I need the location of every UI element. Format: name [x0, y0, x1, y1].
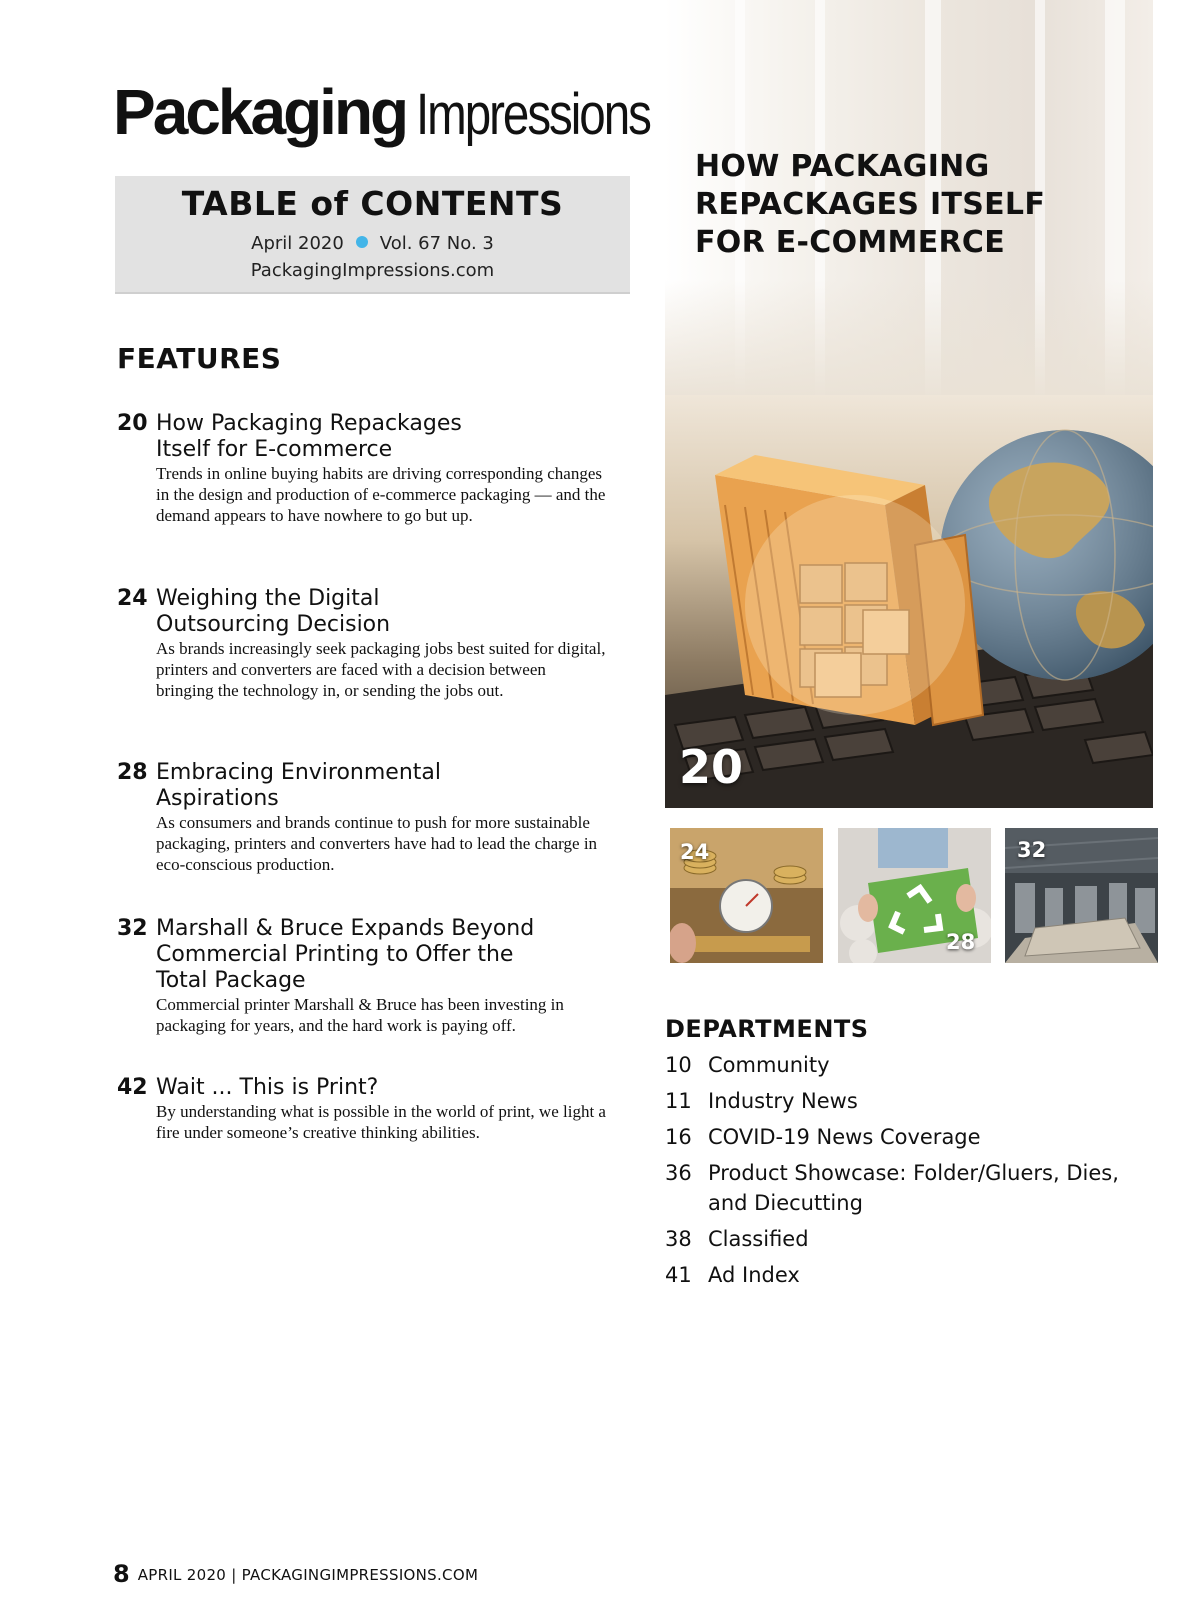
department-item[interactable]: [665, 1086, 1125, 1116]
feature-page-number: 32: [117, 916, 148, 941]
feature-title[interactable]: How Packaging Repackages Itself for E-commerce: [156, 411, 462, 462]
department-label: Community: [708, 1053, 830, 1077]
departments-list: [665, 1050, 1125, 1296]
feature-page-number: 28: [117, 760, 148, 785]
department-item[interactable]: [665, 1260, 1125, 1290]
cover-story-headline[interactable]: HOW PACKAGING REPACKAGES ITSELF FOR E-COMMERCE: [695, 149, 1046, 260]
thumbnail-warehouse[interactable]: [1005, 828, 1158, 963]
feature-page-number: 42: [117, 1075, 148, 1100]
feature-item[interactable]: [117, 760, 607, 875]
department-page-number: 11: [665, 1089, 692, 1113]
issue-volume: Vol. 67 No. 3: [379, 233, 494, 254]
department-item[interactable]: [665, 1158, 1125, 1218]
department-page-number: 16: [665, 1125, 692, 1149]
brand-name-light: Impressions: [416, 82, 650, 147]
department-label: Ad Index: [708, 1263, 800, 1287]
footer-page-number: 8: [113, 1560, 130, 1588]
issue-date: April 2020: [251, 233, 344, 254]
department-page-number: 38: [665, 1227, 692, 1251]
feature-item[interactable]: [117, 411, 607, 526]
department-item[interactable]: [665, 1050, 1125, 1080]
footer-text: APRIL 2020 | PACKAGINGIMPRESSIONS.COM: [137, 1566, 479, 1584]
department-label: Classified: [708, 1227, 809, 1251]
feature-title[interactable]: Marshall & Bruce Expands Beyond Commercial Printing to Offer the Total Package: [156, 916, 535, 993]
thumbnail-page-number: 32: [1017, 838, 1047, 862]
issue-info: [115, 233, 630, 254]
feature-item[interactable]: [117, 916, 607, 1036]
page-footer: [113, 1560, 478, 1588]
department-label: Industry News: [708, 1089, 858, 1113]
feature-description: Commercial printer Marshall & Bruce has been investing in packaging for years, and the hard work is paying off.: [156, 995, 564, 1035]
department-page-number: 10: [665, 1053, 692, 1077]
feature-description: By understanding what is possible in the world of print, we light a fire under someone’s creative thinking abilities.: [156, 1102, 606, 1142]
feature-description: As consumers and brands continue to push for more sustainable packaging, printers and converters have had to lead the charge in eco-conscious production.: [156, 813, 598, 874]
department-page-number: 36: [665, 1161, 692, 1185]
department-item[interactable]: [665, 1224, 1125, 1254]
thumbnail-recycle-bin[interactable]: [838, 828, 991, 963]
brand-name-bold: Packaging: [113, 76, 407, 148]
feature-item[interactable]: [117, 1075, 607, 1143]
feature-page-number: 24: [117, 586, 148, 611]
toc-header-box: [115, 176, 630, 294]
feature-page-number: 20: [117, 411, 148, 436]
toc-title: TABLE of CONTENTS: [181, 184, 564, 223]
feature-title[interactable]: Weighing the Digital Outsourcing Decision: [156, 586, 391, 637]
feature-description: As brands increasingly seek packaging jobs best suited for digital, printers and converters are faced with a decision between bringing the technology in, or sending the jobs out.: [156, 639, 606, 700]
thumbnail-scale-coins[interactable]: [670, 828, 823, 963]
departments-heading: DEPARTMENTS: [665, 1015, 869, 1043]
thumbnail-page-number: 24: [680, 840, 710, 864]
department-page-number: 41: [665, 1263, 692, 1287]
feature-title[interactable]: Embracing Environmental Aspirations: [156, 760, 442, 811]
feature-description: Trends in online buying habits are driving corresponding changes in the design and production of e-commerce packaging — and the demand appears to have nowhere to go but up.: [156, 464, 606, 525]
department-label: Product Showcase: Folder/Gluers, Dies, and Diecutting: [708, 1161, 1119, 1215]
department-label: COVID-19 News Coverage: [708, 1125, 981, 1149]
feature-title[interactable]: Wait ... This is Print?: [156, 1075, 379, 1100]
feature-item[interactable]: [117, 586, 607, 701]
bullet-dot-icon: [356, 236, 368, 248]
department-item[interactable]: [665, 1122, 1125, 1152]
features-heading: FEATURES: [117, 342, 282, 375]
website-link[interactable]: PackagingImpressions.com: [250, 260, 495, 281]
thumbnail-page-number: 28: [946, 930, 976, 954]
cover-image-page-number: 20: [679, 740, 744, 794]
masthead-logo: [113, 76, 701, 148]
